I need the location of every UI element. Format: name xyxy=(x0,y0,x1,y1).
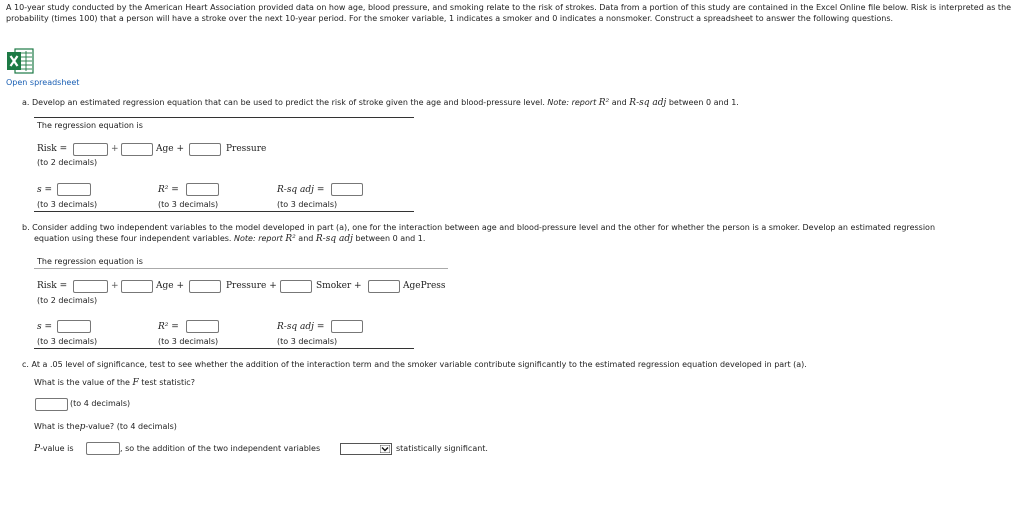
f-stat-input[interactable] xyxy=(35,398,68,411)
equation-heading: The regression equation is xyxy=(37,121,143,130)
decimals-hint: (to 3 decimals) xyxy=(277,200,338,209)
decimals-hint: (to 2 decimals) xyxy=(37,296,98,305)
part-a-question: a. Develop an estimated regression equation that can be used to predict the risk of stroke given the age and blood-pressure level. Note: report R² and R-sq adj between 0 and 1. xyxy=(22,98,739,108)
conclusion-suffix: statistically significant. xyxy=(396,444,488,453)
p-value-input[interactable] xyxy=(86,442,120,455)
pressure-term-label: Pressure + xyxy=(226,281,277,291)
plus-sign: + xyxy=(111,144,119,154)
intercept-input-b[interactable] xyxy=(73,280,108,293)
decimals-hint: (to 3 decimals) xyxy=(37,200,98,209)
risk-label: Risk = xyxy=(37,144,68,154)
risk-label: Risk = xyxy=(37,281,68,291)
conclusion-text: , so the addition of the two independent variables xyxy=(120,444,321,453)
rsq-adj-label: R-sq adj = xyxy=(277,322,325,332)
decimals-hint: (to 3 decimals) xyxy=(158,200,219,209)
r2-input-b[interactable] xyxy=(186,320,219,333)
divider xyxy=(34,117,414,118)
part-b-question: b. Consider adding two independent variables to the model developed in part (a), one for the interaction between age and blood-pressure level and the other for whether the person is a smoker. Develop an estimated regression xyxy=(22,223,936,232)
equation-heading: The regression equation is xyxy=(37,257,143,266)
chevron-down-icon xyxy=(380,445,390,453)
r2-label: R² = xyxy=(158,185,179,195)
r2-input-a[interactable] xyxy=(186,183,219,196)
decimals-hint: (to 2 decimals) xyxy=(37,158,98,167)
s-input-a[interactable] xyxy=(57,183,91,196)
age-term-label: Age + xyxy=(156,144,184,154)
p-value-label: P-value is xyxy=(34,444,74,454)
divider xyxy=(34,268,448,269)
age-term-label: Age + xyxy=(156,281,184,291)
s-label: s = xyxy=(37,322,53,332)
rsq-adj-label: R-sq adj = xyxy=(277,185,325,195)
age-coef-input-a[interactable] xyxy=(121,143,153,156)
divider xyxy=(34,211,414,212)
plus-sign: + xyxy=(111,281,119,291)
f-stat-question: What is the value of the F test statistic? xyxy=(34,378,195,388)
decimals-hint: (to 3 decimals) xyxy=(158,337,219,346)
decimals-hint: (to 4 decimals) xyxy=(70,399,131,408)
age-coef-input-b[interactable] xyxy=(121,280,153,293)
part-c-question: c. At a .05 level of significance, test to see whether the addition of the interaction term and the smoker variable contribute significantly to the estimated regression equation developed in part (a). xyxy=(22,360,807,369)
decimals-hint: (to 3 decimals) xyxy=(37,337,98,346)
significance-select[interactable] xyxy=(340,443,392,455)
intercept-input-a[interactable] xyxy=(73,143,108,156)
s-input-b[interactable] xyxy=(57,320,91,333)
problem-intro: A 10-year study conducted by the American Heart Association provided data on how age, blood pressure, and smoking relate to the risk of strokes. Data from a portion of this study are contained in the Excel Online file below. Risk is interpreted as the probability (times 100) that a person will have a stroke over the next 10-year period. For the smoker variable, 1 indicates a smoker and 0 indicates a nonsmoker. Construct a spreadsheet to answer the following questions. xyxy=(6,3,1012,23)
part-b-question-line2: equation using these four independent variables. Note: report R² and R-sq adj between 0 and 1. xyxy=(34,234,426,244)
rsq-adj-input-a[interactable] xyxy=(331,183,363,196)
divider xyxy=(34,348,414,349)
pressure-term-label: Pressure xyxy=(226,144,267,154)
decimals-hint: (to 3 decimals) xyxy=(277,337,338,346)
pressure-coef-input-b[interactable] xyxy=(189,280,221,293)
rsq-adj-input-b[interactable] xyxy=(331,320,363,333)
r2-label: R² = xyxy=(158,322,179,332)
open-spreadsheet-link[interactable]: Open spreadsheet xyxy=(6,78,80,87)
excel-icon[interactable] xyxy=(6,48,34,74)
agepress-coef-input-b[interactable] xyxy=(368,280,400,293)
smoker-coef-input-b[interactable] xyxy=(280,280,312,293)
p-value-question: What is thep-value? (to 4 decimals) xyxy=(34,422,177,432)
smoker-term-label: Smoker + xyxy=(316,281,362,291)
s-label: s = xyxy=(37,185,53,195)
agepress-term-label: AgePress xyxy=(403,281,446,291)
pressure-coef-input-a[interactable] xyxy=(189,143,221,156)
